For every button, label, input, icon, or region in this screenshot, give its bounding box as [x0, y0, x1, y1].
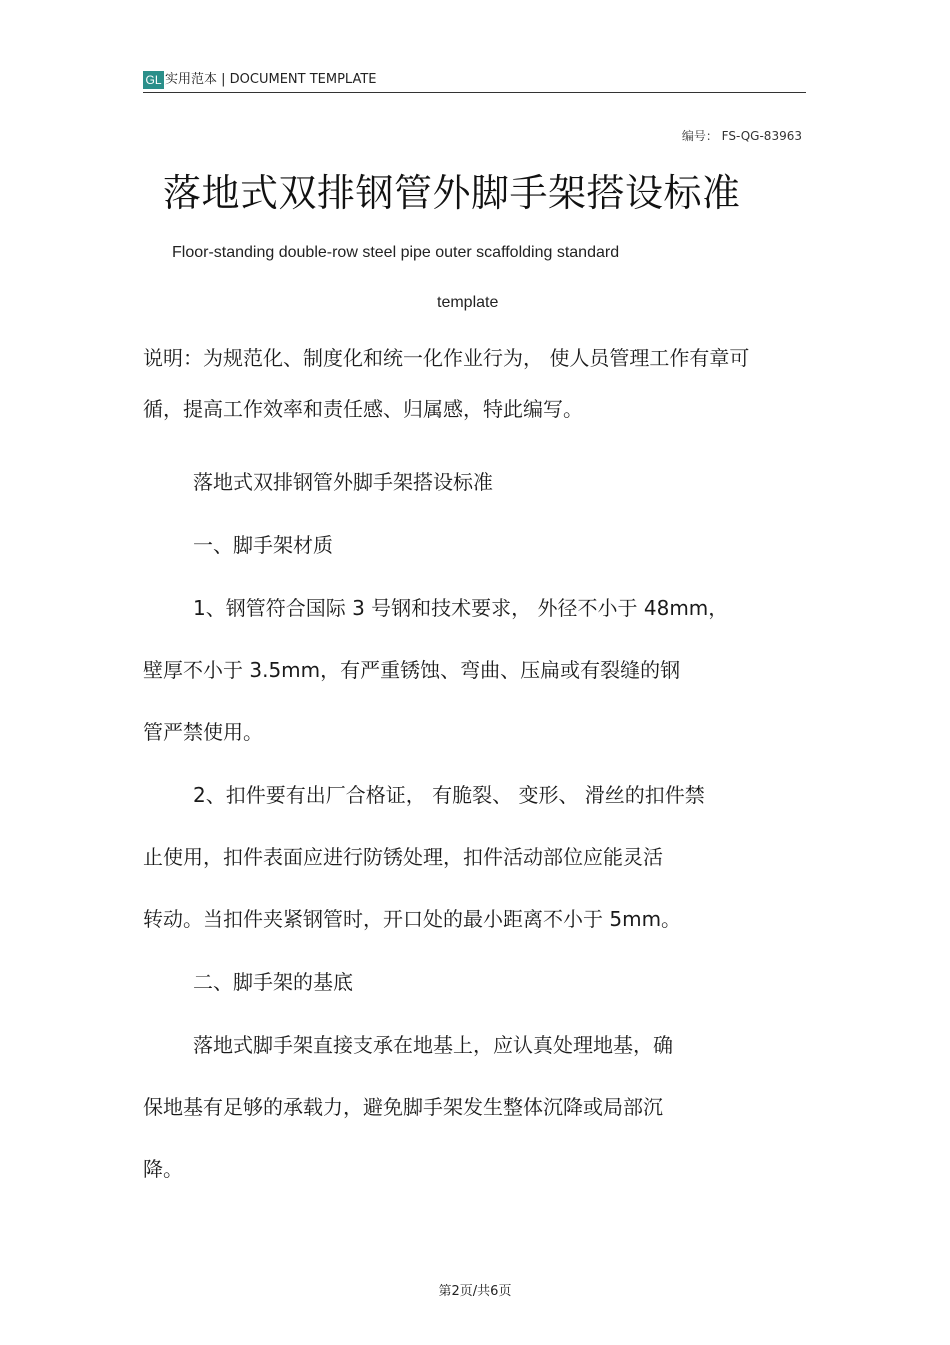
document-title: 落地式双排钢管外脚手架搭设标准	[163, 171, 741, 215]
section-heading-2: 二、脚手架的基底	[193, 970, 353, 994]
document-number: 编号： FS-QG-83963	[681, 129, 802, 143]
section-heading-main: 落地式双排钢管外脚手架搭设标准	[193, 470, 493, 494]
paragraph-line: 1、钢管符合国际 3 号钢和技术要求， 外径不小于 48mm，	[193, 596, 729, 620]
paragraph-line: 壁厚不小于 3.5mm，有严重锈蚀、弯曲、压扁或有裂缝的钢	[143, 658, 681, 682]
paragraph-line: 转动。当扣件夹紧钢管时，开口处的最小距离不小于 5mm。	[143, 907, 682, 931]
intro-line-1: 说明：为规范化、制度化和统一化作业行为， 使人员管理工作有章可	[143, 346, 750, 370]
english-subtitle-line-1: Floor-standing double-row steel pipe outer scaffolding standard	[172, 244, 620, 261]
paragraph-line: 落地式脚手架直接支承在地基上，应认真处理地基，确	[193, 1033, 673, 1057]
page-header	[143, 70, 806, 93]
gl-logo: GL	[143, 71, 164, 89]
paragraph-line: 管严禁使用。	[143, 720, 263, 744]
header-divider	[143, 92, 806, 93]
page-footer: 第2页/共6页	[438, 1284, 512, 1299]
paragraph-line: 降。	[143, 1157, 183, 1181]
paragraph-line: 2、扣件要有出厂合格证， 有脆裂、 变形、 滑丝的扣件禁	[193, 783, 705, 807]
section-heading-1: 一、脚手架材质	[193, 533, 333, 557]
header-brand: 实用范本 | DOCUMENT TEMPLATE	[165, 72, 377, 87]
english-subtitle-line-2: template	[437, 294, 499, 311]
intro-line-2: 循，提高工作效率和责任感、归属感，特此编写。	[143, 397, 583, 421]
paragraph-line: 止使用，扣件表面应进行防锈处理，扣件活动部位应能灵活	[143, 845, 663, 869]
paragraph-line: 保地基有足够的承载力，避免脚手架发生整体沉降或局部沉	[143, 1095, 663, 1119]
